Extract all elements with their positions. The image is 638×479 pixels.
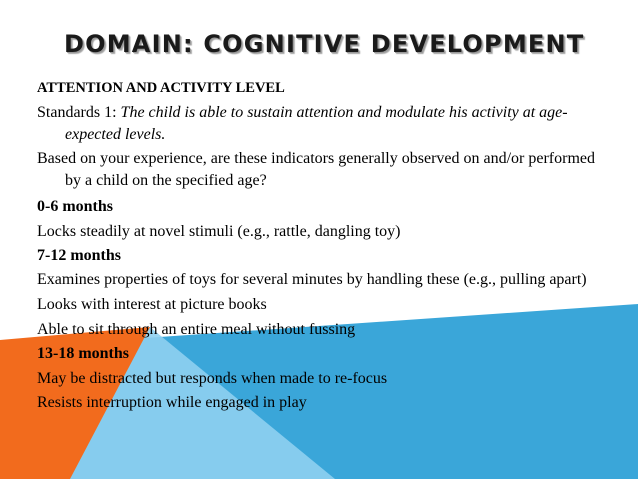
prompt-text: Based on your experience, are these indicators generally observed on and/or performed by a child on the specified age? — [37, 150, 595, 189]
standard-statement — [37, 102, 602, 146]
indicator-item: Able to sit through an entire meal without fussing — [37, 321, 356, 338]
age-group-label: 7-12 months — [37, 247, 122, 264]
indicator-item: Resists interruption while engaged in play — [37, 394, 307, 411]
age-group-label: 13-18 months — [37, 345, 130, 362]
indicator-item: Examines properties of toys for several minutes by handling these (e.g., pulling apart) — [37, 271, 587, 288]
slide-title: DOMAIN: COGNITIVE DEVELOPMENT — [64, 30, 585, 58]
indicator-item: May be distracted but responds when made to re-focus — [37, 370, 388, 387]
standard-prefix: Standards 1: — [37, 104, 121, 121]
age-group-label: 0-6 months — [37, 198, 114, 215]
standard-text: The child is able to sustain attention and modulate his activity at age-expected levels. — [65, 104, 568, 143]
indicator-item: Looks with interest at picture books — [37, 296, 267, 313]
indicator-item: Locks steadily at novel stimuli (e.g., rattle, dangling toy) — [37, 223, 401, 240]
section-heading: ATTENTION AND ACTIVITY LEVEL — [37, 80, 285, 96]
